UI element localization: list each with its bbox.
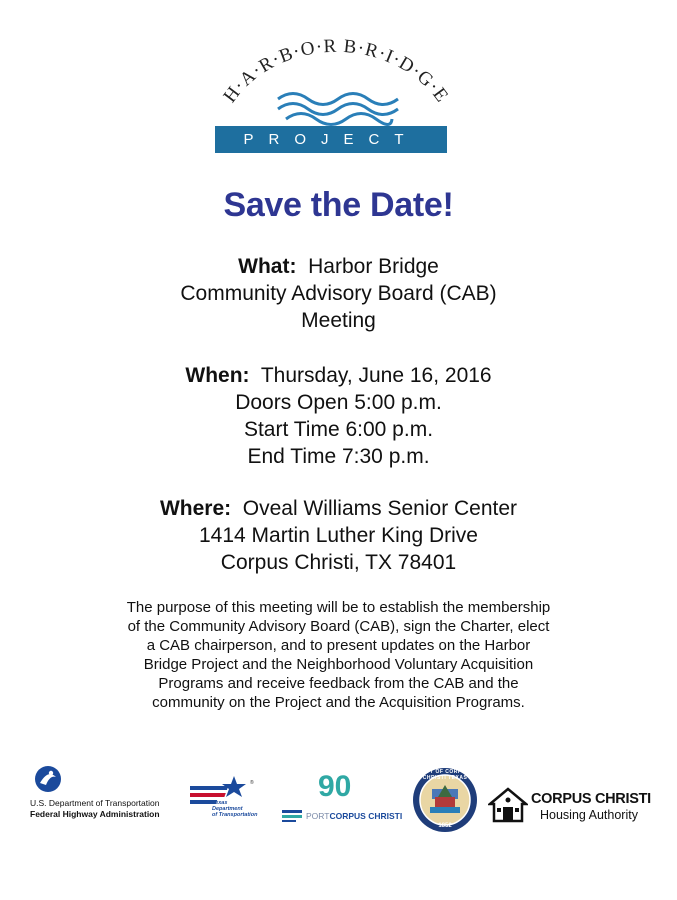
when-line-2: Doors Open 5:00 p.m. [235, 391, 442, 414]
purpose-paragraph [100, 598, 577, 712]
txdot-logo [190, 776, 260, 826]
svg-text:®: ® [250, 780, 254, 786]
port-corpus-christi-logo [282, 770, 412, 830]
logo-arc-text: H·A·R·B·O·R B·R·I·D·G·E [219, 38, 453, 107]
where-label: Where: [159, 497, 232, 520]
when-line-1: Thursday, June 16, 2016 [260, 364, 492, 387]
port-wave-icon [282, 810, 304, 822]
purpose-line: Bridge Project and the Neighborhood Voluntary Acquisition [143, 656, 534, 673]
when-section [0, 362, 677, 470]
housing-authority-logo [488, 787, 658, 827]
where-line-2: 1414 Martin Luther King Drive [199, 524, 478, 547]
house-icon [488, 787, 528, 823]
seal-year: 1852 [438, 823, 452, 829]
when-label: When: [185, 364, 250, 387]
wave-3 [286, 114, 392, 125]
purpose-line: community on the Project and the Acquisition Programs. [152, 694, 525, 711]
when-line-3: Start Time 6:00 p.m. [243, 418, 434, 441]
usdot-line-2: Federal Highway Administration [30, 809, 160, 819]
what-line-1: Harbor Bridge [308, 255, 439, 278]
what-label: What: [238, 255, 297, 278]
where-section [0, 495, 677, 576]
harbor-bridge-logo [200, 38, 470, 163]
where-line-3: Corpus Christi, TX 78401 [220, 551, 457, 574]
port-anniversary-number: 90 [318, 770, 352, 803]
logo-project-text: PROJECT [243, 130, 419, 148]
txdot-line-2: Department [212, 806, 243, 812]
port-text-b: CORPUS CHRISTI [329, 811, 403, 821]
port-text-a: PORT [306, 811, 330, 821]
usdot-emblem-icon [34, 765, 62, 793]
purpose-line: Programs and receive feedback from the CAB and the [158, 675, 519, 692]
port-name [306, 811, 402, 821]
txdot-line-1: Texas [212, 800, 228, 806]
what-section [0, 253, 677, 334]
city-seal-logo [412, 767, 478, 833]
page-title: Save the Date! [223, 186, 454, 224]
purpose-line: The purpose of this meeting will be to establish the membership [126, 599, 551, 616]
usdot-logo [30, 765, 180, 825]
housing-line-2: Housing Authority [540, 808, 638, 822]
usdot-line-1: U.S. Department of Transportation [30, 798, 160, 808]
housing-line-1: CORPUS CHRISTI [531, 791, 651, 807]
txdot-text [212, 800, 257, 818]
when-line-4: End Time 7:30 p.m. [247, 445, 430, 468]
txdot-line-3: of Transportation [212, 812, 258, 818]
purpose-line: of the Community Advisory Board (CAB), sign the Charter, elect [127, 618, 550, 635]
seal-text: CITY OF CORPUS CHRISTI TEXAS [420, 769, 470, 781]
what-line-3: Meeting [301, 309, 376, 332]
where-line-1: Oveal Williams Senior Center [242, 497, 518, 520]
what-line-2: Community Advisory Board (CAB) [180, 282, 497, 305]
purpose-line: a CAB chairperson, and to present updates on the Harbor [146, 637, 531, 654]
